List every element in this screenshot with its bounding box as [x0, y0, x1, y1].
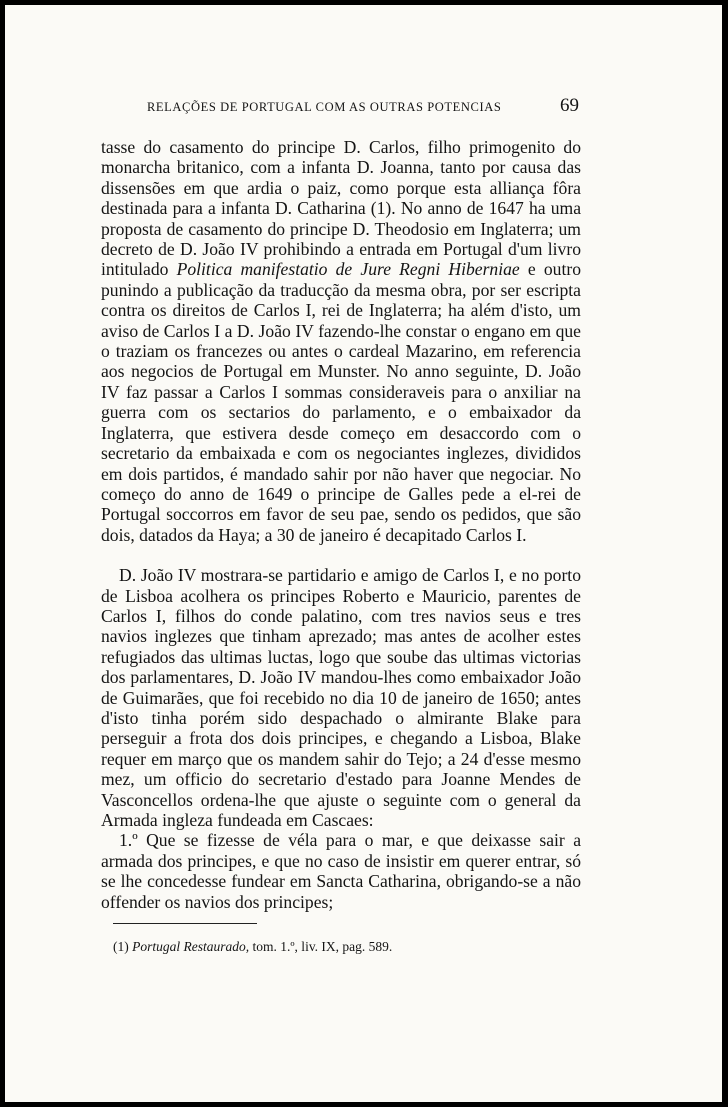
paragraph-1-text-b: e outro punindo a publicação da traducção da mesma obra, por ser escripta contra os direitos de Carlos I, rei de Inglaterra; ha além d'isto, um aviso de Carlos I a D. João IV fazendo-lhe constar o engano em que o traziam os francezes ou antes o cardeal Mazarino, em referencia aos negocios de Portugal em Munster. No anno seguinte, D. João IV faz passar a Carlos I sommas consideraveis para o anxiliar na guerra com os sectarios do parlamento, e o embaixador da Inglaterra, que estivera desde começo em desaccordo com o secretario da embaixada e com os negociantes inglezes, divididos em dois partidos, é mandado sahir por não haver que negociar. No começo do anno de 1649 o principe de Galles pede a el-rei de Portugal soccorros em favor de seu pae, sendo os pedidos, que são dois, datados da Haya; a 30 de janeiro é decapitado Carlos I. — [101, 259, 581, 545]
page-header — [147, 95, 579, 117]
footnote — [113, 939, 573, 955]
book-page — [5, 5, 722, 1102]
body-text — [101, 137, 581, 912]
footnote-reference: tom. 1.º, liv. IX, pag. 589. — [249, 939, 393, 954]
book-title-italic: Politica manifestatio de Jure Regni Hiberniae — [176, 259, 520, 280]
paragraph-1 — [101, 137, 581, 545]
footnote-marker: (1) — [113, 939, 133, 954]
list-item-1: 1.º Que se fizesse de véla para o mar, e que deixasse sair a armada dos principes, e que no caso de insistir em querer entrar, só se lhe concedesse fundear em Sancta Catharina, obrigando-se a não offender os navios dos principes; — [101, 830, 581, 912]
paragraph-2: D. João IV mostrara-se partidario e amigo de Carlos I, e no porto de Lisboa acolhera os principes Roberto e Mauricio, parentes de Carlos I, filhos do conde palatino, com tres navios seus e tres navios inglezes que tinham aprezado; mas antes de acolher estes refugiados das ultimas luctas, logo que soube das ultimas victorias dos parlamentares, D. João IV mandou-lhes como embaixador João de Guimarães, que foi recebido no dia 10 de janeiro de 1650; antes d'isto tinha porém sido despachado o almirante Blake para perseguir a frota dos dois principes, e chegando a Lisboa, Blake requer em março que os mandem sahir do Tejo; a 24 d'esse mesmo mez, um officio do secretario d'estado para Joanne Mendes de Vasconcellos ordena-lhe que ajuste o seguinte com o general da Armada ingleza fundeada em Cascaes: — [101, 565, 581, 830]
footnote-title: Portugal Restaurado, — [132, 939, 250, 954]
footnote-divider — [113, 923, 257, 924]
page-number: 69 — [560, 95, 579, 116]
paragraph-1-text-a: tasse do casamento do principe D. Carlos, filho primogenito do monarcha britanico, com a infanta D. Joanna, tanto por causa das dissensões em que ardia o paiz, como porque esta alliança fôra destinada para a infanta D. Catharina (1). No anno de 1647 ha uma proposta de casamento do principe D. Theodosio em Inglaterra; um decreto de D. João IV prohibindo a entrada em Portugal d'um livro intitulado — [101, 137, 581, 280]
running-head: RELAÇÕES DE PORTUGAL COM AS OUTRAS POTENCIAS — [147, 100, 502, 114]
